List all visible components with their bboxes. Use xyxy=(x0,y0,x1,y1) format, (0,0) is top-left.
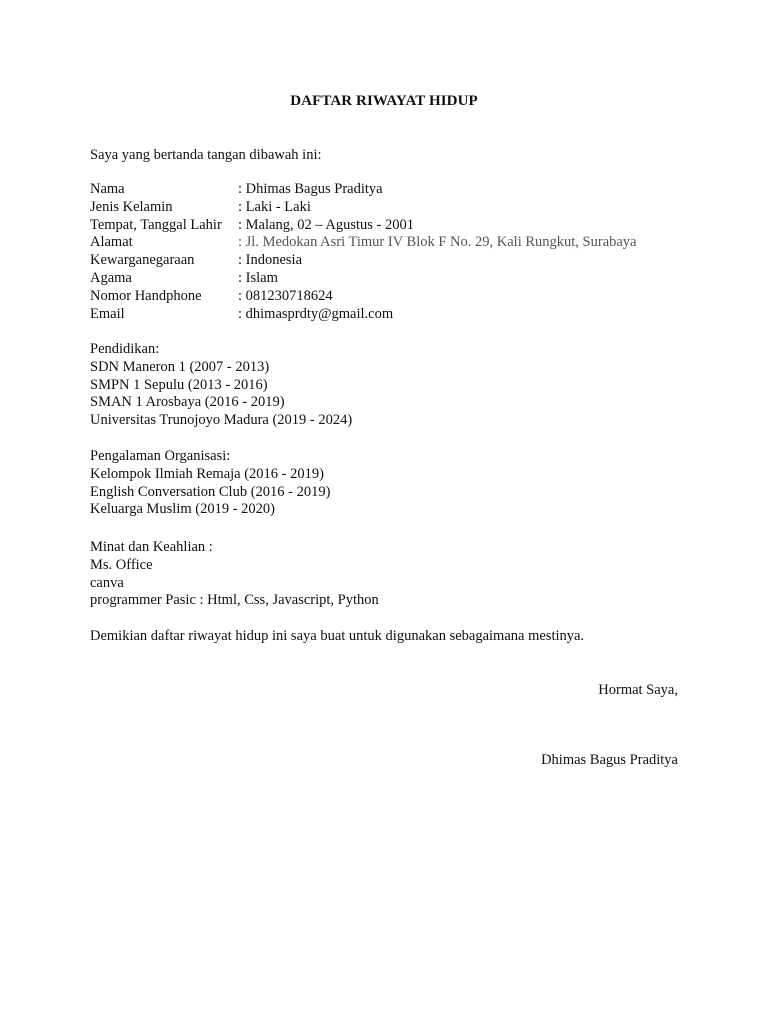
info-row-kewarganegaraan xyxy=(90,252,637,270)
info-label: Agama xyxy=(90,269,132,286)
list-item: Kelompok Ilmiah Remaja (2016 - 2019) xyxy=(90,465,324,482)
info-row-jenis-kelamin xyxy=(90,199,637,217)
info-value: : Indonesia xyxy=(238,252,303,269)
info-value: : Malang, 02 – Agustus - 2001 xyxy=(238,216,415,233)
list-item: programmer Pasic : Html, Css, Javascript, Python xyxy=(90,592,379,609)
info-label: Email xyxy=(90,305,125,322)
info-value: : dhimasprdty@gmail.com xyxy=(238,305,394,322)
regards-text: Hormat Saya, xyxy=(598,682,678,698)
info-label: Jenis Kelamin xyxy=(90,198,173,215)
info-label: Nomor Handphone xyxy=(90,287,202,304)
list-item: Universitas Trunojoyo Madura (2019 - 2024) xyxy=(90,412,353,429)
info-value: : Islam xyxy=(238,269,278,286)
intro-text: Saya yang bertanda tangan dibawah ini: xyxy=(90,147,322,163)
section-heading: Pengalaman Organisasi: xyxy=(90,448,231,464)
info-row-nama xyxy=(90,181,637,199)
section-heading: Minat dan Keahlian : xyxy=(90,539,213,555)
skills-section xyxy=(90,539,379,610)
info-label: Kewarganegaraan xyxy=(90,252,195,269)
education-section xyxy=(90,341,352,430)
info-row-email xyxy=(90,306,637,324)
organization-section xyxy=(90,448,330,519)
info-label: Tempat, Tanggal Lahir xyxy=(90,216,222,233)
info-row-tempat-tanggal-lahir xyxy=(90,217,637,235)
list-item: Ms. Office xyxy=(90,556,153,573)
info-row-alamat xyxy=(90,234,637,252)
info-label: Alamat xyxy=(90,234,133,251)
info-value: : Jl. Medokan Asri Timur IV Blok F No. 29, Kali Rungkut, Surabaya xyxy=(238,234,637,251)
list-item: English Conversation Club (2016 - 2019) xyxy=(90,483,331,500)
list-item: SMAN 1 Arosbaya (2016 - 2019) xyxy=(90,394,285,411)
list-item: canva xyxy=(90,574,124,591)
personal-info xyxy=(90,181,637,323)
info-value: : Laki - Laki xyxy=(238,198,311,215)
closing-statement: Demikian daftar riwayat hidup ini saya buat untuk digunakan sebagaimana mestinya. xyxy=(90,628,585,644)
document-title: DAFTAR RIWAYAT HIDUP xyxy=(290,93,478,109)
info-label: Nama xyxy=(90,181,125,197)
info-value: : 081230718624 xyxy=(238,287,333,304)
list-item: SDN Maneron 1 (2007 - 2013) xyxy=(90,358,270,375)
list-item: Keluarga Muslim (2019 - 2020) xyxy=(90,501,275,518)
list-item: SMPN 1 Sepulu (2013 - 2016) xyxy=(90,376,268,393)
section-heading: Pendidikan: xyxy=(90,341,160,357)
signature-name: Dhimas Bagus Praditya xyxy=(541,752,678,768)
info-value: : Dhimas Bagus Praditya xyxy=(238,181,383,197)
info-row-nomor-handphone xyxy=(90,288,637,306)
info-row-agama xyxy=(90,270,637,288)
